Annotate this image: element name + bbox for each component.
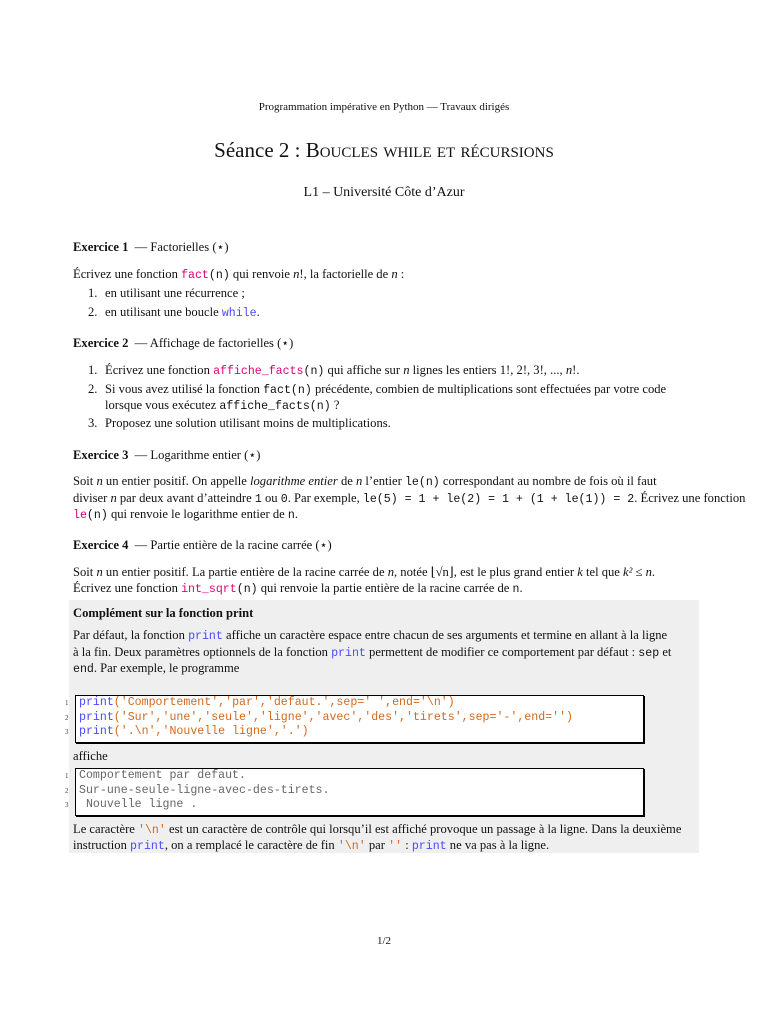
list-item (73, 363, 696, 382)
code-args: ('Sur','une','seule','ligne','avec','des','tirets',sep='-',end='') (113, 710, 573, 724)
title-main: Séance 2 : (214, 138, 306, 162)
output-text: Comportement par defaut. (79, 769, 246, 782)
text: par deux avant d’atteindre (116, 490, 255, 505)
list-number: 1. (88, 363, 98, 377)
code-one: 1 (254, 492, 262, 506)
running-header: Programmation impérative en Python — Travaux dirigés (258, 101, 510, 113)
code-print: print (188, 630, 223, 643)
list-text: en utilisant une boucle (105, 305, 222, 319)
code-line (65, 725, 643, 740)
exercise-2-name: — Affichage de factorielles (⋆) (134, 336, 294, 350)
text: !, la factorielle de (299, 267, 392, 281)
exercise-4-name: — Partie entière de la racine carrée (⋆) (134, 538, 332, 552)
code-le: le (73, 509, 87, 522)
var-n: n (110, 490, 117, 505)
text: Par défaut, la fonction (73, 628, 189, 642)
text: . (294, 507, 299, 521)
text: affiche un caractère espace entre chacun de ses arguments et termine en allant à la ligne (222, 628, 668, 642)
exercise-4-text (73, 565, 696, 597)
list-number: 2. (88, 382, 98, 396)
text: qui renvoie la partie entière de la racine carrée de (257, 580, 513, 595)
code-line (65, 710, 643, 726)
code-line (65, 696, 643, 711)
var-n: n (387, 565, 394, 579)
code-fact: fact (181, 269, 209, 282)
text: ? (330, 398, 340, 412)
complement-intro (73, 628, 697, 678)
code-end: end (73, 663, 94, 676)
var-n: n (96, 474, 103, 488)
code-print: print (411, 840, 447, 853)
title-smallcaps: Boucles while et récursions (305, 138, 554, 162)
text: . (651, 565, 656, 579)
line-number: 1 (65, 772, 69, 780)
code-n: (n) (303, 365, 325, 378)
code-n: (n) (86, 509, 108, 522)
list-number: 3. (88, 416, 98, 430)
text: de (337, 474, 356, 488)
exercise-2-list (73, 363, 696, 431)
exercise-4-label: Exercice 4 (73, 538, 129, 552)
text: tel que (582, 565, 624, 579)
text: . (519, 580, 523, 595)
list-text: en utilisant une récurrence ; (105, 286, 245, 300)
code-fn: print (79, 725, 114, 738)
code-affiche-facts: affiche_facts (213, 365, 304, 378)
text: l’entier (362, 474, 405, 488)
exercise-3-label: Exercice 3 (73, 448, 129, 462)
list-item (73, 382, 696, 416)
code-n: n (512, 582, 520, 596)
code-args: ('.\n','Nouvelle ligne','.') (113, 725, 309, 738)
text: Si vous avez utilisé la fonction (105, 382, 264, 396)
page-number: 1/2 (376, 935, 392, 947)
text: . Écrivez une fonction (634, 490, 746, 505)
text: est un caractère de contrôle qui lorsqu’il est affiché provoque un passage à la ligne. Dans la deuxième (165, 822, 682, 836)
output-text: Sur-une-seule-ligne-avec-des-tirets. (79, 783, 330, 797)
code-fact-n: fact(n) (263, 384, 312, 397)
text: un entier positif. La partie entière de la racine carrée de (102, 565, 388, 579)
exercise-1-list (73, 286, 696, 321)
output-line (65, 769, 643, 784)
var-n: n (293, 267, 300, 281)
text: précédente, combien de multiplications sont effectuées par votre code (311, 382, 667, 396)
text: Soit (73, 474, 97, 488)
text: qui affiche sur (324, 363, 404, 377)
code-args: ('Comportement','par','defaut.',sep=' ',end='\n') (113, 696, 455, 709)
code-empty-string: '' (388, 840, 403, 853)
text: diviser (73, 490, 111, 505)
text: permettent de modifier ce comportement par défaut : (365, 644, 639, 659)
emphasis: logarithme entier (250, 474, 338, 488)
output-line (65, 783, 643, 799)
text: Écrivez une fonction (73, 580, 182, 595)
text: à la fin. Deux paramètres optionnels de la fonction (73, 644, 332, 659)
text: Écrivez une fonction (105, 363, 214, 377)
list-number: 1. (88, 286, 98, 300)
exercise-3-text (73, 474, 746, 524)
text: qui renvoie (229, 267, 294, 281)
output-line (65, 798, 643, 813)
code-int-sqrt: int_sqrt (181, 582, 237, 596)
text: un entier positif. On appelle (102, 474, 250, 488)
text: lignes les entiers 1!, 2!, 3!, ..., (409, 363, 566, 377)
complement-outro (73, 822, 697, 854)
exercise-4-heading (73, 538, 696, 553)
var-k: k (577, 565, 583, 579)
text: . Par exemple, (287, 490, 363, 505)
text: , on a remplacé le caractère de fin (164, 838, 338, 852)
code-print: print (130, 840, 165, 853)
code-while: while (221, 307, 257, 320)
list-item (73, 286, 696, 305)
code-listing (65, 695, 644, 743)
code-n: (n) (208, 269, 230, 282)
line-number: 3 (65, 801, 69, 809)
list-text: Proposez une solution utilisant moins de multiplications. (105, 416, 391, 430)
output-text: Nouvelle ligne . (79, 798, 198, 811)
text: , est le plus grand entier (453, 565, 578, 579)
exercise-1-name: — Factorielles (⋆) (134, 240, 229, 254)
list-item (73, 305, 696, 321)
code-example: le(5) = 1 + le(2) = 1 + (1 + le(1)) = 2 (362, 492, 635, 506)
text: instruction (73, 838, 131, 852)
text: Soit (73, 565, 97, 579)
code-affiche-facts-n: affiche_facts(n) (219, 400, 331, 413)
code-n: (n) (236, 582, 258, 596)
exercise-2-label: Exercice 2 (73, 336, 129, 350)
text: . (256, 305, 260, 319)
var-n: n (403, 363, 410, 377)
line-number: 3 (65, 728, 69, 736)
list-number: 2. (88, 305, 98, 319)
code-fn: print (79, 696, 114, 709)
var-n: n (355, 474, 363, 488)
code-le-n: le(n) (404, 476, 440, 489)
var-n: n (96, 565, 103, 579)
text: ne va pas à la ligne. (446, 838, 550, 852)
exercise-1-heading (73, 240, 696, 255)
subtitle: L1 – Université Côte d’Azur (303, 185, 465, 200)
exercise-3-name: — Logarithme entier (⋆) (134, 448, 261, 462)
code-fn: print (79, 710, 114, 724)
exercise-2-heading (73, 336, 696, 351)
text: correspondant au nombre de fois où il faut (439, 474, 657, 488)
complement-title: Complément sur la fonction print (73, 606, 254, 620)
line-number: 2 (65, 786, 69, 795)
list-item (73, 416, 696, 431)
text: . Par exemple, le programme (93, 661, 240, 675)
exercise-1-intro (73, 267, 696, 283)
math-inequality: k² ≤ n (623, 565, 652, 579)
affiche-label: affiche (73, 749, 108, 763)
code-sep: sep (638, 646, 660, 660)
text: , notée (394, 565, 431, 579)
code-print: print (331, 646, 366, 660)
text: Écrivez une fonction (73, 267, 182, 281)
line-number: 1 (65, 699, 69, 707)
text: lorsque vous exécutez (105, 398, 220, 412)
text: : (397, 267, 405, 281)
text: : (402, 838, 412, 852)
code-n: n (287, 509, 295, 522)
exercise-3-heading (73, 448, 696, 463)
text: ou (261, 490, 281, 505)
code-newline: '\n' (138, 824, 166, 837)
text: Le caractère (73, 822, 139, 836)
text: !. (572, 363, 580, 377)
text: qui renvoie le logarithme entier de (107, 507, 288, 521)
line-number: 2 (65, 713, 69, 722)
var-n: n (565, 363, 573, 377)
page-title (0, 138, 768, 162)
exercise-1-label: Exercice 1 (73, 240, 129, 254)
text: et (659, 644, 672, 659)
text: par (365, 838, 389, 852)
output-listing (65, 768, 644, 816)
var-n: n (391, 267, 398, 281)
math-floor-sqrt: ⌊√n⌋ (430, 565, 454, 579)
complement-box (65, 600, 699, 853)
code-zero: 0 (280, 492, 288, 506)
code-newline: '\n' (337, 840, 366, 853)
